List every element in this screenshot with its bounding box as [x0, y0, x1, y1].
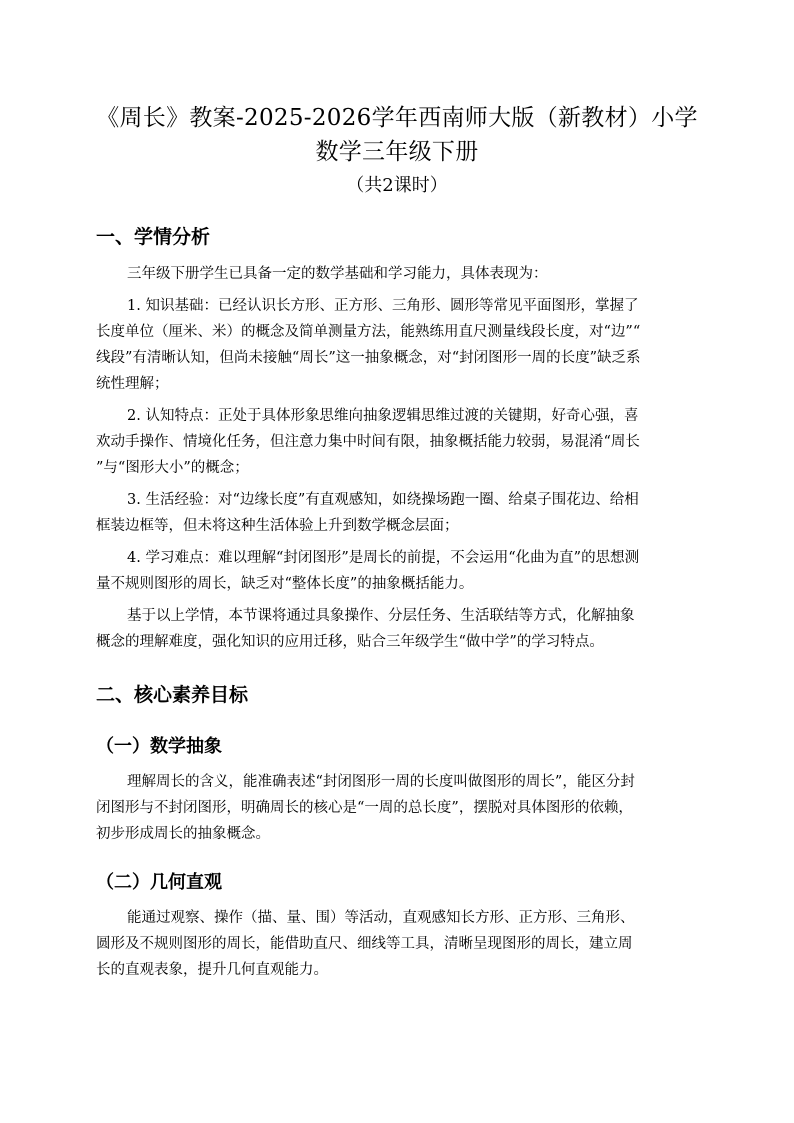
- paragraph-line: 理解周长的含义，能准确表述“封闭图形一周的长度叫做图形的周长”，能区分封: [127, 774, 635, 790]
- paragraph-line: ”与“图形大小”的概念；: [96, 460, 249, 476]
- subsection-2-heading: （二）几何直观: [96, 872, 222, 893]
- paragraph-line: 4. 学习难点：难以理解“封闭图形”是周长的前提，不会运用“化曲为直”的思想测: [127, 550, 640, 566]
- section-2-heading: 二、核心素养目标: [96, 684, 249, 706]
- paragraph-line: 初步形成周长的抽象概念。: [96, 826, 270, 842]
- section-1-heading: 一、学情分析: [96, 226, 211, 248]
- paragraph-line: 2. 认知特点：正处于具体形象思维向抽象逻辑思维过渡的关键期，好奇心强，喜: [127, 408, 639, 424]
- paragraph-line: 基于以上学情，本节课将通过具象操作、分层任务、生活联结等方式，化解抽象: [127, 608, 635, 624]
- paragraph-line: 3. 生活经验：对“边缘长度”有直观感知，如绕操场跑一圈、给桌子围花边、给相: [127, 492, 639, 508]
- paragraph-line: 概念的理解难度，强化知识的应用迁移，贴合三年级学生“做中学”的学习特点。: [96, 634, 604, 650]
- paragraph-line: 线段”有清晰认知，但尚未接触“周长”这一抽象概念，对“封闭图形一周的长度”缺乏系: [96, 350, 641, 366]
- paragraph-line: 长的直观表象，提升几何直观能力。: [96, 962, 328, 978]
- paragraph-line: 量不规则图形的周长，缺乏对“整体长度”的抽象概括能力。: [96, 576, 474, 592]
- paragraph-line: 三年级下册学生已具备一定的数学基础和学习能力，具体表现为：: [127, 266, 548, 282]
- document-title-line-2: 数学三年级下册: [315, 139, 479, 165]
- paragraph-line: 闭图形与不封闭图形，明确周长的核心是“一周的总长度”，摆脱对具体图形的依赖，: [96, 800, 633, 816]
- paragraph-line: 1. 知识基础：已经认识长方形、正方形、三角形、圆形等常见平面图形，掌握了: [127, 298, 639, 314]
- paragraph-line: 能通过观察、操作（描、量、围）等活动，直观感知长方形、正方形、三角形、: [127, 910, 635, 926]
- paragraph-line: 圆形及不规则图形的周长，能借助直尺、细线等工具，清晰呈现图形的周长，建立周: [96, 936, 633, 952]
- paragraph-line: 欢动手操作、情境化任务，但注意力集中时间有限，抽象概括能力较弱，易混淆“周长: [96, 434, 640, 450]
- document-subtitle: （共2课时）: [346, 175, 448, 196]
- document-title-line-1: 《周长》教案-2025-2026学年西南师大版（新教材）小学: [96, 105, 698, 131]
- paragraph-line: 长度单位（厘米、米）的概念及简单测量方法，能熟练用直尺测量线段长度，对“边”“: [96, 324, 641, 340]
- paragraph-line: 框装边框等，但未将这种生活体验上升到数学概念层面；: [96, 518, 459, 534]
- paragraph-line: 统性理解；: [96, 376, 169, 392]
- subsection-1-heading: （一）数学抽象: [96, 736, 222, 757]
